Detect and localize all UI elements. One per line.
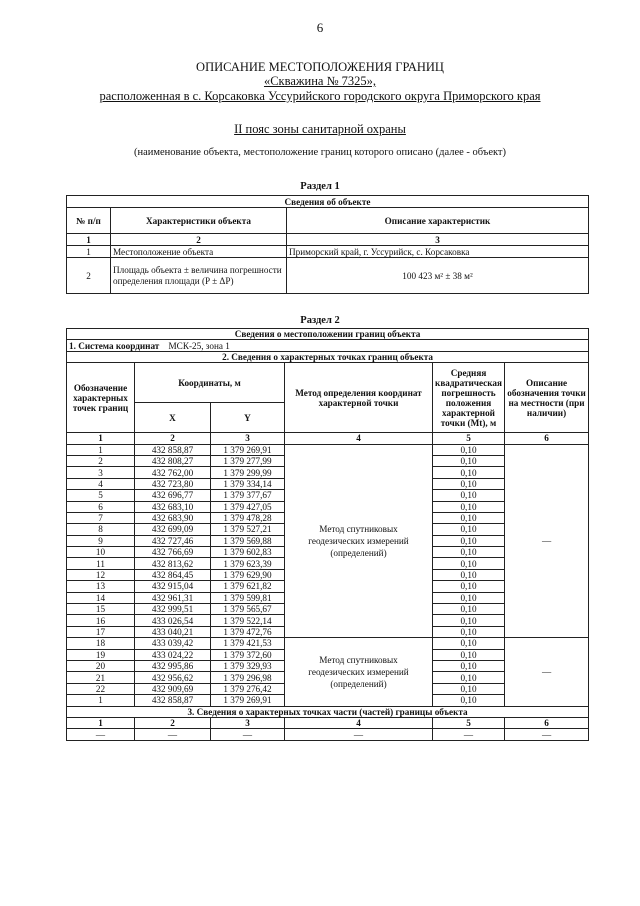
error-value: 0,10 [433,660,505,671]
coord-y: 1 379 269,91 [211,444,285,455]
point-header: Обозначение характерных точек границ [67,363,135,433]
point-id: 17 [67,626,135,637]
error-value: 0,10 [433,547,505,558]
coords-header: Координаты, м [135,363,285,403]
coord-x: 432 766,69 [135,547,211,558]
table-row [67,444,589,455]
coord-y: 1 379 421,53 [211,638,285,649]
object-location: расположенная в с. Корсаковка Уссурийского городского округа Приморского края [99,89,541,103]
dash-cell: — [67,729,135,740]
coord-y: 1 379 478,28 [211,512,285,523]
error-value: 0,10 [433,672,505,683]
coord-y: 1 379 334,14 [211,478,285,489]
coord-x: 433 024,22 [135,649,211,660]
point-id: 7 [67,512,135,523]
index-cell: 5 [433,717,505,728]
error-value: 0,10 [433,558,505,569]
error-value: 0,10 [433,512,505,523]
coord-system-label: 1. Система координат [69,340,160,351]
coord-y: 1 379 522,14 [211,615,285,626]
coord-y: 1 379 299,99 [211,467,285,478]
index-cell: 2 [111,234,287,246]
section2-label: Раздел 2 [300,315,340,326]
col-char-header: Характеристики объекта [111,208,287,234]
coord-x: 432 961,31 [135,592,211,603]
row-characteristic: Площадь объекта ± величина погрешности определения площади (P ± ΔP) [111,258,287,294]
error-value: 0,10 [433,604,505,615]
point-id: 2 [67,455,135,466]
index-cell: 6 [505,717,589,728]
coord-x: 432 808,27 [135,455,211,466]
row-number: 1 [67,246,111,258]
coord-x: 433 040,21 [135,626,211,637]
point-id: 1 [67,695,135,706]
coord-x: 432 995,86 [135,660,211,671]
error-value: 0,10 [433,569,505,580]
point-id: 8 [67,524,135,535]
object-info-table [66,195,589,294]
section2-caption: Сведения о местоположении границ объекта [67,329,589,340]
coord-y: 1 379 602,83 [211,547,285,558]
coord-x: 432 909,69 [135,683,211,694]
coord-x: 432 683,10 [135,501,211,512]
error-header: Средняя квадратическая погрешность положения характерной точки (Mt), м [433,363,505,433]
coord-system-value: МСК-25, зона 1 [168,340,230,351]
coord-x: 432 999,51 [135,604,211,615]
index-cell: 4 [285,433,433,444]
page-number: 6 [316,20,324,35]
coord-y: 1 379 372,60 [211,649,285,660]
y-header: Y [211,403,285,433]
error-value: 0,10 [433,649,505,660]
coord-x: 432 858,87 [135,695,211,706]
point-id: 13 [67,581,135,592]
method-cell: Метод спутниковых геодезических измерений (определений) [285,444,433,638]
point-id: 6 [67,501,135,512]
coord-y: 1 379 569,88 [211,535,285,546]
index-cell: 3 [211,717,285,728]
index-cell: 1 [67,717,135,728]
index-cell: 3 [287,234,589,246]
row-description: Приморский край, г. Уссурийск, с. Корсаковка [287,246,589,258]
coord-x: 432 864,45 [135,569,211,580]
error-value: 0,10 [433,490,505,501]
error-value: 0,10 [433,683,505,694]
coord-y: 1 379 472,76 [211,626,285,637]
desc-cell: — [505,638,589,706]
point-id: 15 [67,604,135,615]
point-id: 10 [67,547,135,558]
zone-name: II пояс зоны санитарной охраны [234,122,406,136]
index-cell: 5 [433,433,505,444]
point-id: 11 [67,558,135,569]
coord-y: 1 379 269,91 [211,695,285,706]
index-cell: 4 [285,717,433,728]
index-cell: 2 [135,433,211,444]
col-num-header: № п/п [67,208,111,234]
table-row [67,638,589,649]
point-id: 5 [67,490,135,501]
document-title: ОПИСАНИЕ МЕСТОПОЛОЖЕНИЯ ГРАНИЦ [196,60,444,74]
dash-cell: — [135,729,211,740]
desc-cell: — [505,444,589,638]
boundary-points-table [66,328,589,741]
point-id: 16 [67,615,135,626]
dash-cell: — [211,729,285,740]
point-id: 19 [67,649,135,660]
index-cell: 6 [505,433,589,444]
point-id: 1 [67,444,135,455]
coord-x: 432 762,00 [135,467,211,478]
coord-x: 432 723,80 [135,478,211,489]
error-value: 0,10 [433,444,505,455]
col-desc-header: Описание характеристик [287,208,589,234]
coord-system-row [67,340,589,351]
error-value: 0,10 [433,695,505,706]
table-row [67,258,589,294]
error-value: 0,10 [433,455,505,466]
error-value: 0,10 [433,626,505,637]
coord-y: 1 379 427,05 [211,501,285,512]
point-id: 3 [67,467,135,478]
coord-x: 432 858,87 [135,444,211,455]
coord-y: 1 379 629,90 [211,569,285,580]
row-characteristic: Местоположение объекта [111,246,287,258]
coord-y: 1 379 276,42 [211,683,285,694]
coord-y: 1 379 621,82 [211,581,285,592]
coord-y: 1 379 277,99 [211,455,285,466]
error-value: 0,10 [433,478,505,489]
coord-y: 1 379 623,39 [211,558,285,569]
error-value: 0,10 [433,467,505,478]
point-id: 9 [67,535,135,546]
error-value: 0,10 [433,638,505,649]
coord-x: 432 813,62 [135,558,211,569]
coord-x: 432 699,09 [135,524,211,535]
index-cell: 3 [211,433,285,444]
coord-y: 1 379 329,93 [211,660,285,671]
coord-x: 432 915,04 [135,581,211,592]
object-note: (наименование объекта, местоположение границ которого описано (далее - объект) [133,147,507,158]
row-number: 2 [67,258,111,294]
point-id: 21 [67,672,135,683]
index-cell: 1 [67,234,111,246]
x-header: X [135,403,211,433]
parts-empty-row [67,729,589,740]
error-value: 0,10 [433,501,505,512]
coord-x: 432 727,46 [135,535,211,546]
coord-y: 1 379 565,67 [211,604,285,615]
dash-cell: — [285,729,433,740]
coord-y: 1 379 599,81 [211,592,285,603]
point-id: 22 [67,683,135,694]
coord-x: 432 696,77 [135,490,211,501]
point-id: 12 [67,569,135,580]
coord-x: 432 956,62 [135,672,211,683]
desc-header: Описание обозначения точки на местности (при наличии) [505,363,589,433]
coord-x: 433 026,54 [135,615,211,626]
coord-x: 433 039,42 [135,638,211,649]
point-id: 18 [67,638,135,649]
index-cell: 2 [135,717,211,728]
point-id: 4 [67,478,135,489]
points-caption: 2. Сведения о характерных точках границ объекта [67,351,589,362]
section1-caption: Сведения об объекте [67,196,589,208]
index-cell: 1 [67,433,135,444]
error-value: 0,10 [433,524,505,535]
parts-caption: 3. Сведения о характерных точках части (частей) границы объекта [67,706,589,717]
coord-y: 1 379 527,21 [211,524,285,535]
coord-y: 1 379 377,67 [211,490,285,501]
method-cell: Метод спутниковых геодезических измерений (определений) [285,638,433,706]
error-value: 0,10 [433,592,505,603]
table-row [67,246,589,258]
dash-cell: — [433,729,505,740]
error-value: 0,10 [433,581,505,592]
point-id: 14 [67,592,135,603]
dash-cell: — [505,729,589,740]
error-value: 0,10 [433,535,505,546]
object-name: «Скважина № 7325», [263,74,377,88]
method-header: Метод определения координат характерной точки [285,363,433,433]
row-description: 100 423 м² ± 38 м² [287,258,589,294]
coord-y: 1 379 296,98 [211,672,285,683]
point-id: 20 [67,660,135,671]
section1-label: Раздел 1 [300,181,340,192]
coord-x: 432 683,90 [135,512,211,523]
error-value: 0,10 [433,615,505,626]
